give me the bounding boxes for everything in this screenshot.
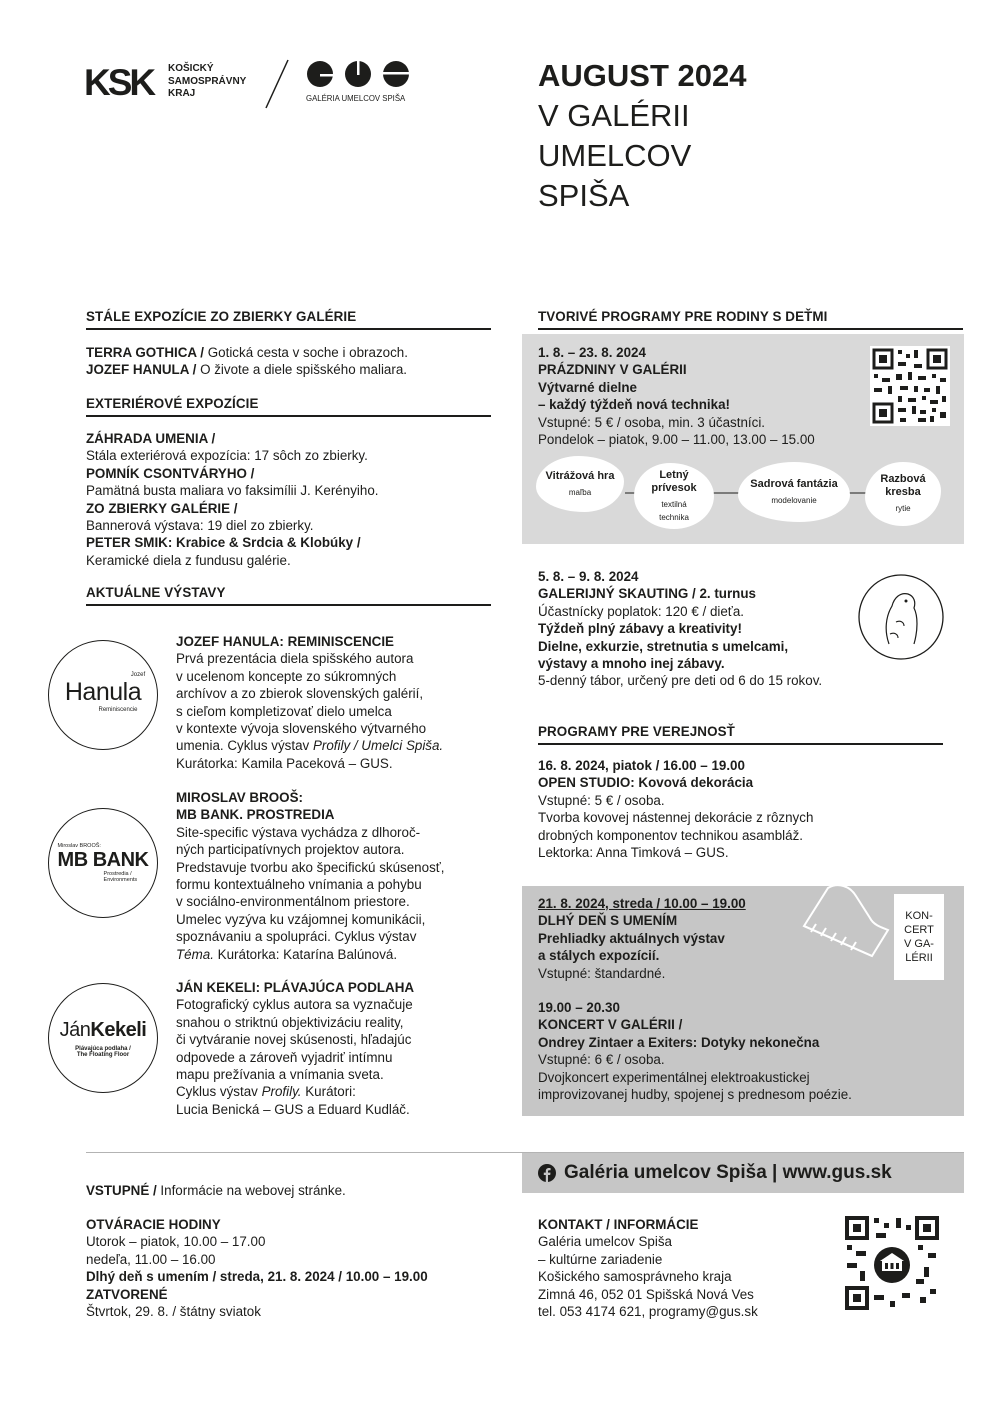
summer-program: 1. 8. – 23. 8. 2024 PRÁZDNINY V GALÉRII Výtvarné dielne – každý týždeň nová technika! Vstupné: 5 € / osoba, min. 3 účastníci. Pondelok – piatok, 9.00 – 11.00, 13.00 – 15.00: [538, 344, 868, 448]
ksk-text-3: KRAJ: [168, 88, 196, 99]
kekeli-exhibition: JÁN KEKELI: PLÁVAJÚCA PODLAHA Fotografický cyklus autora sa vyznačuje snahou o striktnú objektivizáciu reality, či vytváranie novej skúsenosti, hľadajúc odpovede a zároveň vyjadriť intímnu mapu prežívania a vnímania sveta. Cyklus výstav Profily. Kurátori: Lucia Benická – GUS a Eduard Kudláč.: [176, 979, 506, 1118]
list-item-title: POMNÍK CSONTVÁRYHO /: [86, 465, 255, 481]
kekeli-logo-circle: [48, 983, 158, 1093]
list-item: JOZEF HANULA / O živote a diele spišského maliara.: [86, 362, 407, 378]
hanula-logo-word: Hanula: [64, 677, 142, 706]
title-line-1: AUGUST 2024: [538, 58, 747, 93]
marmot-icon: [856, 572, 946, 662]
workshop-blob: Vitrážová hra maľba: [536, 456, 624, 512]
workshop-blob: Sadrová fantázia modelovanie: [738, 462, 850, 522]
summer-date: 1. 8. – 23. 8. 2024: [538, 345, 646, 360]
title-line-4: SPIŠA: [538, 178, 630, 213]
mbbank-logo-word: MB BANK: [57, 849, 149, 871]
summer-qr-code-icon[interactable]: [870, 346, 950, 426]
mbbank-logo-small: Miroslav BROOŠ:: [57, 843, 101, 849]
family-heading: TVORIVÉ PROGRAMY PRE RODINY S DEŤMI: [538, 309, 963, 330]
contact-heading: KONTAKT / INFORMÁCIE: [538, 1217, 699, 1232]
page-title: [538, 56, 746, 216]
list-item-desc: Keramické diela z fundusu galérie.: [86, 552, 291, 568]
longday-date: 21. 8. 2024, streda / 10.00 – 19.00: [538, 896, 746, 911]
concert-badge: KON- CERT V GA- LÉRII: [894, 894, 944, 980]
permanent-heading: STÁLE EXPOZÍCIE ZO ZBIERKY GALÉRIE: [86, 309, 491, 330]
longday-program: 21. 8. 2024, streda / 10.00 – 19.00 DLHÝ DEŇ S UMENÍM Prehliadky aktuálnych výstav a stálych expozícií. Vstupné: štandardné. 19.00 – 20.30 KONCERT V GALÉRII / Ondrey Zintaer a Exiters: Dotyky nekonečna Vstupné: 6 € / osoba. Dvojkoncert experimentálnej elektroakustickej improvizovanej hudby, spojenej s prednesom poézie.: [538, 895, 958, 1103]
mbbank-title-2: MB BANK. PROSTREDIA: [176, 807, 335, 823]
hours-heading: OTVÁRACIE HODINY: [86, 1217, 221, 1232]
mbbank-logo-sub2: Environments: [103, 877, 138, 883]
contact-info: KONTAKT / INFORMÁCIE Galéria umelcov Spiša – kultúrne zariadenie Košického samosprávneho kraja Zimná 46, 052 01 Spišská Nová Ves tel. 053 4174 621, programy@gus.sk: [538, 1216, 838, 1320]
list-item-title: ZO ZBIERKY GALÉRIE /: [86, 500, 238, 516]
gus-logo: [306, 60, 416, 108]
studio-title: OPEN STUDIO: Kovová dekorácia: [538, 775, 754, 791]
kekeli-logo-sub2: The Floating Floor: [76, 1051, 130, 1058]
admission-info: VSTUPNÉ / Informácie na webovej stránke.: [86, 1183, 346, 1198]
social-bar[interactable]: [522, 1153, 964, 1193]
hanula-exhibition: JOZEF HANULA: REMINISCENCIE Prvá prezentácia diela spišského autora v ucelenom koncepte zo súkromných archívov a zo zbierok slovenských galérií, s cieľom kompletizovať dielo umelca v kontexte vývoja slovenského výtvarného umenia. Cyklus výstav Profily / Umelci Spiša. Kurátorka: Kamila Paceková – GUS.: [176, 633, 506, 772]
piano-icon: [798, 880, 894, 960]
exterior-list: [86, 430, 506, 569]
list-item-desc: Stála exteriérová expozícia: 17 sôch zo zbierky.: [86, 448, 368, 464]
scouting-title: GALERIJNÝ SKAUTING / 2. turnus: [538, 586, 756, 602]
ksk-mark: KSK: [84, 62, 154, 103]
studio-program: 16. 8. 2024, piatok / 16.00 – 19.00 OPEN STUDIO: Kovová dekorácia Vstupné: 5 € / osoba. Tvorba kovovej nástennej dekorácie z rôznych drobných komponentov technikou asambláž. Lektorka: Anna Timková – GUS.: [538, 757, 958, 861]
scouting-program: 5. 8. – 9. 8. 2024 GALERIJNÝ SKAUTING / 2. turnus Účastnícky poplatok: 120 € / dieťa. Týždeň plný zábavy a kreativity! Dielne, exkurzie, stretnutia s umelcami, výstavy a mnoho inej zábavy. 5-denný tábor, určený pre deti od 6 do 15 rokov.: [538, 568, 898, 690]
mbbank-logo-sub1: Prostredia /: [103, 871, 132, 877]
logo-divider: [264, 58, 290, 110]
workshop-blob: Letný prívesok textilná technika: [634, 463, 714, 529]
ksk-logo: [84, 62, 254, 106]
gus-mark-icon: [306, 60, 412, 90]
hanula-logo-sub: Reminiscencie: [98, 706, 138, 713]
exterior-heading: EXTERIÉROVÉ EXPOZÍCIE: [86, 396, 491, 417]
scouting-date: 5. 8. – 9. 8. 2024: [538, 569, 639, 584]
kekeli-logo-sub1: Plávajúca podlaha /: [75, 1045, 131, 1052]
ksk-text-2: SAMOSPRÁVNY: [168, 75, 247, 87]
ksk-text-1: KOŠICKÝ: [168, 63, 214, 74]
kekeli-title: JÁN KEKELI: PLÁVAJÚCA PODLAHA: [176, 980, 415, 995]
social-link[interactable]: Galéria umelcov Spiša | www.gus.sk: [564, 1162, 892, 1183]
hanula-logo-circle: [48, 640, 158, 750]
studio-date: 16. 8. 2024, piatok / 16.00 – 19.00: [538, 758, 745, 773]
permanent-list: [86, 344, 506, 379]
list-item-title: ZÁHRADA UMENIA /: [86, 431, 216, 446]
list-item-title: PETER SMIK: Krabice & Srdcia & Klobúky /: [86, 535, 361, 551]
mbbank-exhibition: MIROSLAV BROOŠ: MB BANK. PROSTREDIA Site-specific výstava vychádza z dlhoroč- ných participatívnych projektov autora. Predstavuje tvorbu ako špecifickú skúsenosť, formu kontextuálneho vnímania a pohybu v sociálno-environmentálnom priestore. Umelec vyzýva ku vzájomnej komunikácii, spoznávaniu a spolupráci. Cyklus výstav Téma. Kurátorka: Katarína Balúnová.: [176, 789, 506, 963]
kekeli-logo-thin: Ján: [59, 1018, 91, 1041]
workshop-blob: Razbová kresba rytie: [865, 462, 941, 526]
list-item-desc: Pamätná busta maliara vo faksimílii J. Kerényiho.: [86, 483, 379, 499]
mbbank-logo-circle: [48, 808, 158, 918]
public-heading: PROGRAMY PRE VEREJNOSŤ: [538, 724, 943, 745]
list-item-desc: Bannerová výstava: 19 diel zo zbierky.: [86, 518, 314, 534]
title-line-3: UMELCOV: [538, 138, 692, 173]
hanula-title: JOZEF HANULA: REMINISCENCIE: [176, 634, 394, 649]
concert-performers: Ondrey Zintaer a Exiters: Dotyky nekonečna: [538, 1034, 820, 1050]
summer-title: PRÁZDNINY V GALÉRII: [538, 362, 687, 378]
contact-qr-code-icon[interactable]: [844, 1215, 940, 1311]
mbbank-title-1: MIROSLAV BROOŠ:: [176, 790, 303, 805]
facebook-icon[interactable]: [538, 1164, 556, 1182]
concert-time: 19.00 – 20.30: [538, 1000, 620, 1016]
longday-title: DLHÝ DEŇ S UMENÍM: [538, 913, 678, 929]
title-line-2: V GALÉRII: [538, 98, 690, 133]
opening-hours: OTVÁRACIE HODINY Utorok – piatok, 10.00 – 17.00 nedeľa, 11.00 – 16.00 Dlhý deň s umením / streda, 21. 8. 2024 / 10.00 – 19.00 ZATVORENÉ Štvrtok, 29. 8. / štátny sviatok: [86, 1216, 516, 1320]
closed-heading: ZATVORENÉ: [86, 1286, 168, 1302]
gus-text: GALÉRIA UMELCOV SPIŠA: [306, 94, 406, 103]
list-item: TERRA GOTHICA / Gotická cesta v soche i obrazoch.: [86, 345, 408, 360]
hanula-logo-small: Jozef: [130, 671, 146, 678]
current-heading: AKTUÁLNE VÝSTAVY: [86, 585, 491, 606]
concert-title: KONCERT V GALÉRII /: [538, 1017, 683, 1033]
kekeli-logo-bold: Kekeli: [90, 1018, 147, 1041]
